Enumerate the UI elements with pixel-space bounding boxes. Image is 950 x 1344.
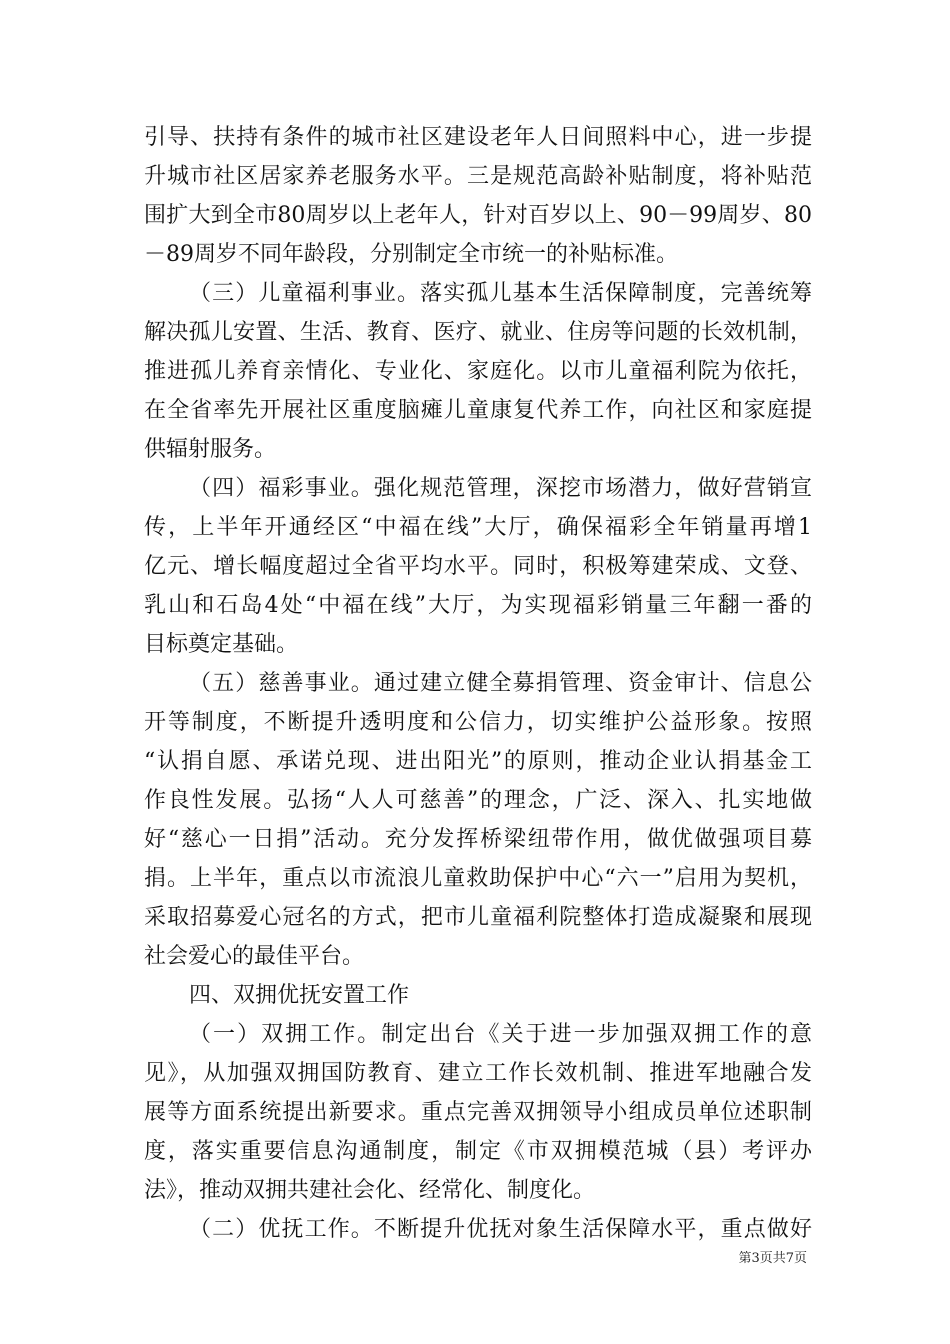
text-line: －89周岁不同年龄段，分别制定全市统一的补贴标准。 [144,242,678,267]
text-line: 升城市社区居家养老服务水平。三是规范高龄补贴制度，将补贴范 [144,164,812,189]
paragraph-start-line: （二）优抚工作。不断提升优抚对象生活保障水平，重点做好 [189,1217,812,1242]
text-line: 社会爱心的最佳平台。 [144,944,365,969]
text-line: 度，落实重要信息沟通制度，制定《市双拥模范城（县）考评办 [144,1139,812,1164]
paragraph-start-line: （五）慈善事业。通过建立健全募捐管理、资金审计、信息公 [189,671,812,696]
paragraph-start-line: （三）儿童福利事业。落实孤儿基本生活保障制度，完善统筹 [189,281,812,306]
paragraph-start-line: （一）双拥工作。制定出台《关于进一步加强双拥工作的意 [189,1022,812,1047]
body-text [144,118,812,1249]
section-heading: 四、双拥优抚安置工作 [189,983,410,1008]
text-line: 目标奠定基础。 [144,632,299,657]
text-line: 解决孤儿安置、生活、教育、医疗、就业、住房等问题的长效机制， [144,320,812,345]
text-line: 展等方面系统提出新要求。重点完善双拥领导小组成员单位述职制 [144,1100,812,1125]
text-line: 引导、扶持有条件的城市社区建设老年人日间照料中心，进一步提 [144,125,812,150]
text-line: 捐。上半年，重点以市流浪儿童救助保护中心“六一”启用为契机， [144,866,812,891]
text-line: 开等制度，不断提升透明度和公信力，切实维护公益形象。按照 [144,710,812,735]
text-line: “认捐自愿、承诺兑现、进出阳光”的原则，推动企业认捐基金工 [144,749,812,774]
text-line: 见》，从加强双拥国防教育、建立工作长效机制、推进军地融合发 [144,1061,812,1086]
paragraph-start-line: （四）福彩事业。强化规范管理，深挖市场潜力，做好营销宣 [189,476,812,501]
text-line: 推进孤儿养育亲情化、专业化、家庭化。以市儿童福利院为依托， [144,359,812,384]
text-line: 传，上半年开通经区“中福在线”大厅，确保福彩全年销量再增1 [144,515,812,540]
text-line: 乳山和石岛4处“中福在线”大厅，为实现福彩销量三年翻一番的 [144,593,812,618]
page-number: 第3页共7页 [738,1251,807,1266]
text-line: 围扩大到全市80周岁以上老年人，针对百岁以上、90－99周岁、80 [144,203,812,228]
text-line: 供辐射服务。 [144,437,277,462]
text-line: 法》，推动双拥共建社会化、经常化、制度化。 [144,1178,596,1203]
text-line: 在全省率先开展社区重度脑瘫儿童康复代养工作，向社区和家庭提 [144,398,812,423]
text-line: 好“慈心一日捐”活动。充分发挥桥梁纽带作用，做优做强项目募 [144,827,812,852]
text-line: 亿元、增长幅度超过全省平均水平。同时，积极筹建荣成、文登、 [144,554,812,579]
text-line: 作良性发展。弘扬“人人可慈善”的理念，广泛、深入、扎实地做 [144,788,812,813]
text-line: 采取招募爱心冠名的方式，把市儿童福利院整体打造成凝聚和展现 [144,905,812,930]
